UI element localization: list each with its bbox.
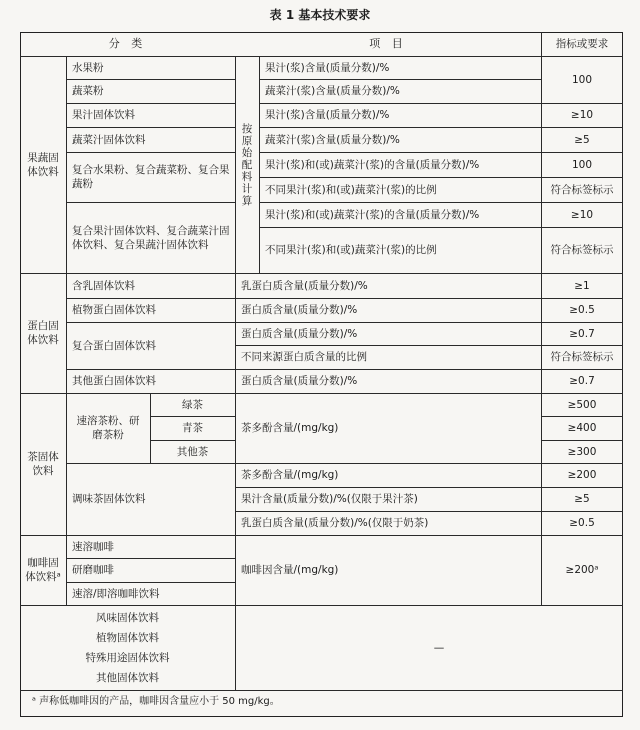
subcategory: 植物蛋白固体饮料 (72, 304, 156, 316)
calc-note-vertical: 按原始配料计算 (241, 122, 253, 207)
item: 茶多酚含量/(mg/kg) (241, 469, 339, 481)
requirement-value: ≥10 (570, 208, 594, 221)
subcategory: 水果粉 (72, 61, 104, 74)
item: 果汁(浆)含量(质量分数)/% (265, 109, 390, 121)
subcategory: 蔬菜汁固体饮料 (72, 133, 146, 146)
item: 蛋白质含量(质量分数)/% (241, 304, 358, 316)
subcategory: 其他蛋白固体饮料 (72, 375, 156, 387)
tea-type: 绿茶 (182, 398, 203, 411)
item: 乳蛋白质含量(质量分数)/% (241, 279, 368, 292)
requirement-value: ≥0.5 (569, 304, 595, 316)
other-category: 植物固体饮料 (96, 632, 159, 644)
requirement-value: ≥400 (567, 422, 597, 434)
header-item: 项 目 (369, 37, 407, 50)
subcategory: 速溶咖啡 (72, 540, 114, 553)
tea-type: 其他茶 (176, 445, 209, 458)
item: 果汁(浆)和(或)蔬菜汁(浆)的含量(质量分数)/% (265, 158, 480, 171)
subcategory: 蔬菜粉 (72, 85, 104, 97)
requirement-value: 符合标签标示 (550, 244, 614, 256)
group-label-fruit-veg: 果蔬固体饮料 (27, 151, 59, 178)
subcategory: 研磨咖啡 (72, 564, 114, 576)
requirement-value: ≥300 (567, 445, 597, 458)
requirement-value: ≥200 (567, 469, 597, 481)
not-applicable-dash: — (433, 641, 445, 654)
item: 不同果汁(浆)和(或)蔬菜汁(浆)的比例 (265, 183, 437, 196)
item: 蔬菜汁(浆)含量(质量分数)/% (265, 85, 400, 97)
requirement-value: ≥1 (574, 279, 590, 292)
requirement-value: 符合标签标示 (550, 183, 614, 196)
other-category: 风味固体饮料 (96, 612, 159, 624)
subcategory: 速溶/即溶咖啡饮料 (72, 587, 160, 600)
subcategory: 果汁固体饮料 (72, 109, 135, 121)
requirement-value: ≥5 (574, 493, 590, 505)
item: 果汁(浆)和(或)蔬菜汁(浆)的含量(质量分数)/% (265, 208, 480, 221)
subcategory: 复合果汁固体饮料、复合蔬菜汁固体饮料、复合果蔬汁固体饮料 (72, 224, 230, 251)
item: 咖啡因含量/(mg/kg) (241, 564, 339, 576)
requirement-value: ≥5 (574, 133, 590, 146)
requirement-value: ≥500 (567, 398, 597, 411)
rule (20, 690, 623, 691)
requirement-value: ≥10 (570, 109, 594, 121)
item: 乳蛋白质含量(质量分数)/%(仅限于奶茶) (241, 517, 429, 529)
other-category: 特殊用途固体饮料 (85, 652, 170, 664)
subcategory: 含乳固体饮料 (72, 279, 135, 292)
requirement-value: 100 (571, 158, 593, 171)
subcategory: 复合蛋白固体饮料 (72, 339, 156, 352)
subcategory: 速溶茶粉、研磨茶粉 (76, 415, 140, 441)
item: 蔬菜汁(浆)含量(质量分数)/% (265, 133, 400, 146)
footnote: ᵃ 声称低咖啡因的产品，咖啡因含量应小于 50 mg/kg。 (32, 696, 280, 707)
group-label-coffee: 咖啡固体饮料ᵃ (25, 557, 61, 583)
requirement-value: ≥0.7 (569, 375, 595, 387)
item: 果汁(浆)含量(质量分数)/% (265, 61, 390, 74)
group-label-tea: 茶固体饮料 (27, 451, 59, 477)
item: 不同果汁(浆)和(或)蔬菜汁(浆)的比例 (265, 244, 437, 256)
subcategory: 调味茶固体饮料 (72, 493, 146, 505)
requirement-value: ≥0.5 (569, 517, 595, 529)
tea-type: 青茶 (182, 422, 203, 434)
table-title: 表 1 基本技术要求 (269, 8, 371, 22)
header-category: 分 类 (108, 37, 147, 50)
requirement-value: 100 (571, 73, 593, 86)
item: 蛋白质含量(质量分数)/% (241, 327, 358, 340)
group-label-protein: 蛋白固体饮料 (27, 320, 59, 346)
other-category: 其他固体饮料 (96, 672, 159, 684)
item: 果汁含量(质量分数)/%(仅限于果汁茶) (241, 493, 418, 505)
requirement-value: 符合标签标示 (550, 351, 614, 363)
requirement-value: ≥200ᵃ (565, 564, 599, 576)
item: 不同来源蛋白质含量的比例 (241, 351, 367, 363)
subcategory: 复合水果粉、复合蔬菜粉、复合果蔬粉 (72, 164, 230, 190)
item: 蛋白质含量(质量分数)/% (241, 375, 358, 387)
item: 茶多酚含量/(mg/kg) (241, 422, 339, 434)
header-requirement: 指标或要求 (555, 38, 609, 50)
requirement-value: ≥0.7 (569, 327, 595, 340)
